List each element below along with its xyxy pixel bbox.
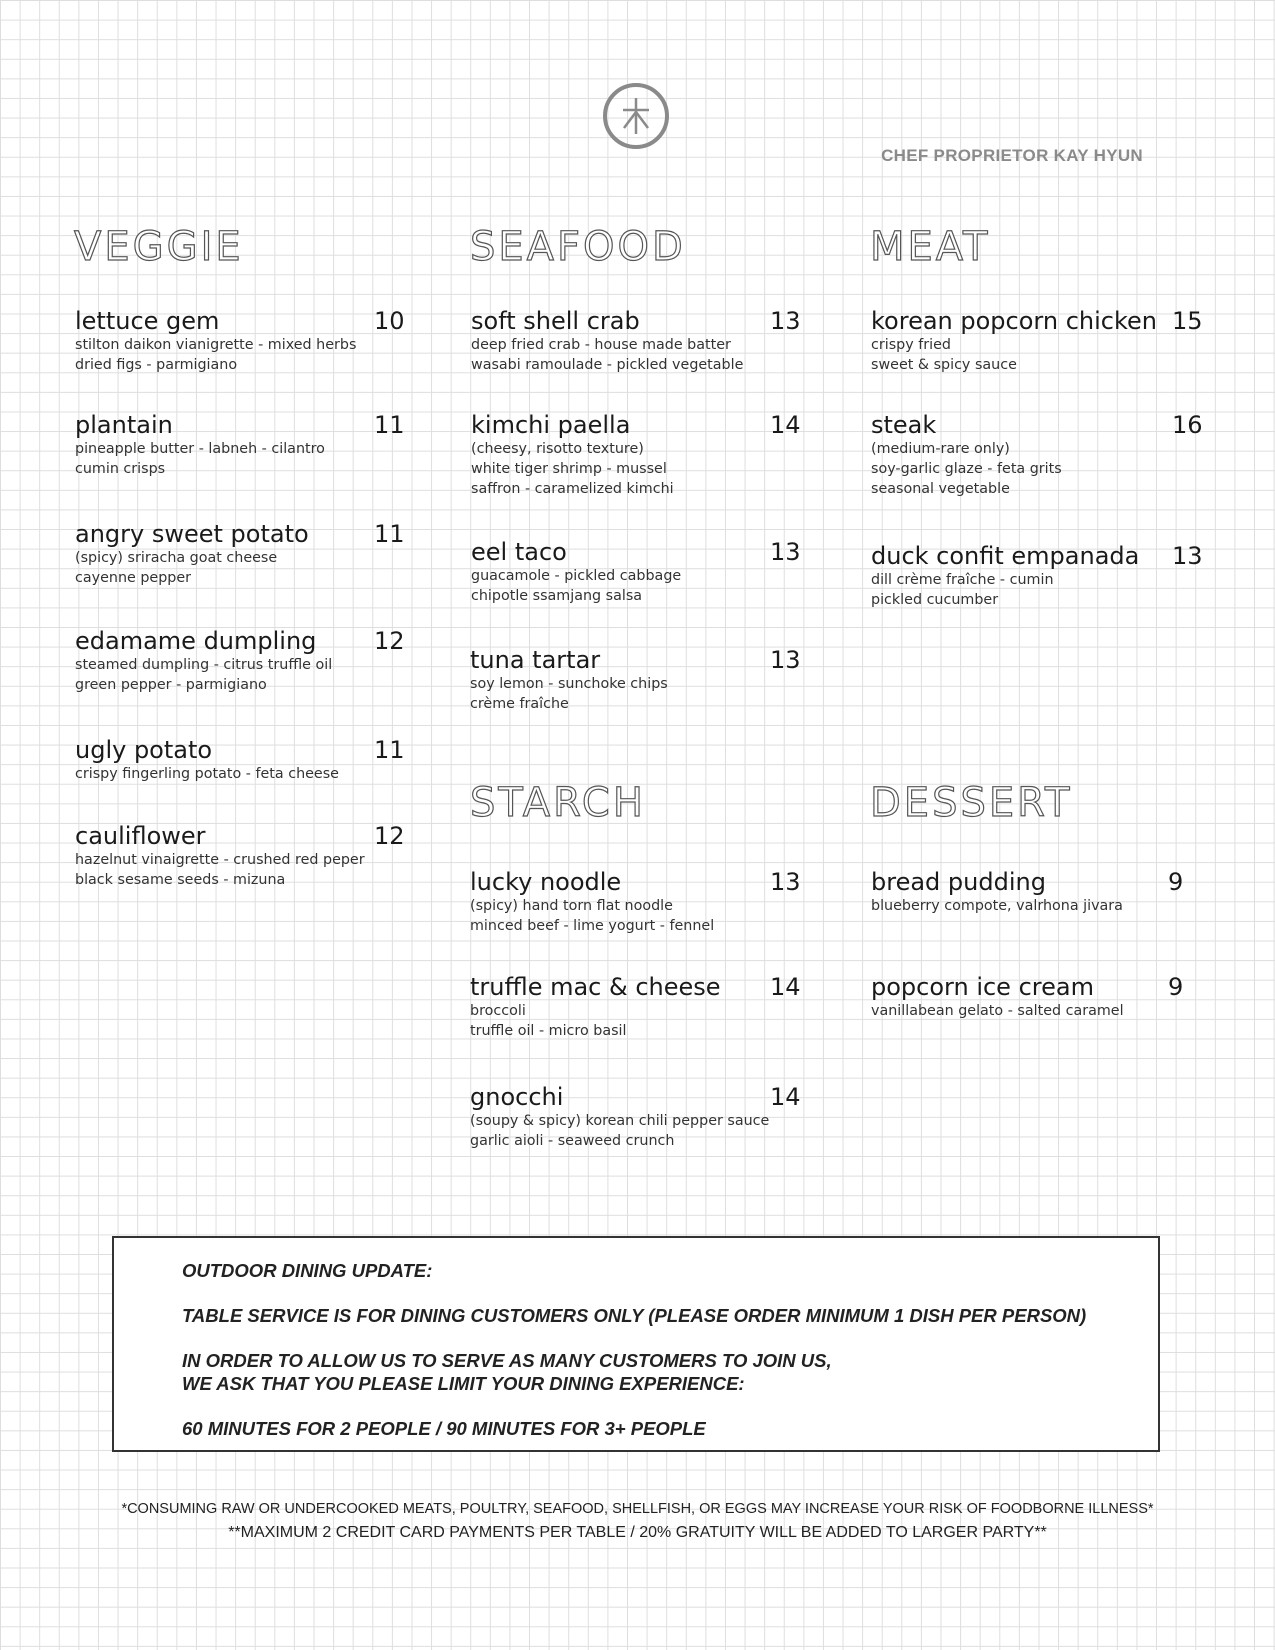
item-price: 13 (770, 868, 801, 896)
section-title-meat: MEAT (870, 224, 991, 270)
item-name: korean popcorn chicken (871, 307, 1157, 335)
menu-item-korean-popcorn-chicken (871, 307, 1201, 375)
item-price: 13 (770, 646, 801, 674)
item-price: 13 (770, 307, 801, 335)
item-desc: (soupy & spicy) korean chili pepper sauce (470, 1113, 770, 1129)
item-desc: cayenne pepper (75, 570, 192, 586)
item-desc: (cheesy, risotto texture) (471, 441, 644, 457)
menu-item-eel-taco (471, 538, 801, 606)
item-price: 10 (374, 307, 405, 335)
item-desc: broccoli (470, 1003, 526, 1019)
item-desc: black sesame seeds - mizuna (75, 872, 286, 888)
item-price: 11 (374, 736, 405, 764)
item-name: plantain (75, 411, 173, 439)
item-price: 16 (1172, 411, 1203, 439)
item-desc: crispy fried (871, 337, 951, 353)
item-desc: crispy fingerling potato - feta cheese (75, 766, 339, 782)
item-desc: vanillabean gelato - salted caramel (871, 1003, 1124, 1019)
section-title-dessert: DESSERT (870, 780, 1073, 826)
item-name: angry sweet potato (75, 520, 309, 548)
menu-item-truffle-mac-cheese (470, 973, 800, 1041)
menu-item-cauliflower (75, 822, 405, 890)
item-price: 9 (1168, 973, 1184, 1001)
menu-item-kimchi-paella (471, 411, 801, 499)
item-desc: chipotle ssamjang salsa (471, 588, 643, 604)
item-name: soft shell crab (471, 307, 640, 335)
item-desc: minced beef - lime yogurt - fennel (470, 918, 715, 934)
item-name: eel taco (471, 538, 567, 566)
item-desc: deep fried crab - house made batter (471, 337, 731, 353)
item-name: gnocchi (470, 1083, 564, 1111)
item-desc: (spicy) hand torn flat noodle (470, 898, 673, 914)
item-name: bread pudding (871, 868, 1046, 896)
item-desc: blueberry compote, valrhona jivara (871, 898, 1123, 914)
item-desc: stilton daikon vianigrette - mixed herbs (75, 337, 357, 353)
item-price: 15 (1172, 307, 1203, 335)
item-name: kimchi paella (471, 411, 631, 439)
item-desc: green pepper - parmigiano (75, 677, 267, 693)
menu-item-lettuce-gem (75, 307, 405, 375)
menu-item-gnocchi (470, 1083, 800, 1151)
menu-item-angry-sweet-potato (75, 520, 405, 588)
food-safety-disclaimer: *CONSUMING RAW OR UNDERCOOKED MEATS, POULTRY, SEAFOOD, SHELLFISH, OR EGGS MAY INCREASE YOUR RISK OF FOODBORNE ILLNESS* (121, 1501, 1154, 1517)
item-desc: sweet & spicy sauce (871, 357, 1017, 373)
menu-item-soft-shell-crab (471, 307, 801, 375)
item-name: tuna tartar (470, 646, 601, 674)
payment-policy: **MAXIMUM 2 CREDIT CARD PAYMENTS PER TABLE / 20% GRATUITY WILL BE ADDED TO LARGER PARTY** (228, 1524, 1047, 1541)
item-name: steak (871, 411, 937, 439)
item-price: 11 (374, 520, 405, 548)
item-desc: wasabi ramoulade - pickled vegetable (471, 357, 744, 373)
menu-item-lucky-noodle (470, 868, 800, 936)
item-desc: soy-garlic glaze - feta grits (871, 461, 1062, 477)
item-desc: dried figs - parmigiano (75, 357, 238, 373)
item-price: 14 (770, 973, 801, 1001)
notice-line: TABLE SERVICE IS FOR DINING CUSTOMERS ONLY (PLEASE ORDER MINIMUM 1 DISH PER PERSON) (182, 1305, 1087, 1326)
item-desc: white tiger shrimp - mussel (471, 461, 667, 477)
item-price: 11 (374, 411, 405, 439)
chef-name: CHEF PROPRIETOR KAY HYUN (881, 146, 1143, 165)
menu-item-ugly-potato (75, 736, 405, 784)
item-desc: cumin crisps (75, 461, 166, 477)
item-price: 14 (770, 1083, 801, 1111)
item-desc: pineapple butter - labneh - cilantro (75, 441, 325, 457)
item-desc: saffron - caramelized kimchi (471, 481, 674, 497)
menu-item-edamame-dumpling (75, 627, 405, 695)
item-desc: steamed dumpling - citrus truffle oil (75, 657, 333, 673)
notice-line: 60 MINUTES FOR 2 PEOPLE / 90 MINUTES FOR 3+ PEOPLE (182, 1418, 706, 1439)
section-title-seafood: SEAFOOD (470, 224, 686, 270)
item-name: edamame dumpling (75, 627, 317, 655)
item-name: duck confit empanada (871, 542, 1140, 570)
item-name: cauliflower (75, 822, 206, 850)
item-name: truffle mac & cheese (470, 973, 721, 1001)
menu-item-duck-confit-empanada (871, 542, 1201, 610)
item-desc: crème fraîche (470, 696, 569, 712)
item-price: 12 (374, 822, 405, 850)
item-desc: guacamole - pickled cabbage (471, 568, 682, 584)
menu-item-popcorn-ice-cream (871, 973, 1201, 1021)
item-price: 9 (1168, 868, 1184, 896)
item-desc: hazelnut vinaigrette - crushed red peper (75, 852, 365, 868)
item-name: ugly potato (75, 736, 213, 764)
item-desc: (spicy) sriracha goat cheese (75, 550, 278, 566)
item-desc: soy lemon - sunchoke chips (470, 676, 668, 692)
section-title-starch: STARCH (470, 780, 646, 826)
item-desc: (medium-rare only) (871, 441, 1010, 457)
item-desc: garlic aioli - seaweed crunch (470, 1133, 675, 1149)
item-desc: dill crème fraîche - cumin (871, 572, 1054, 588)
item-price: 13 (770, 538, 801, 566)
notice-line: WE ASK THAT YOU PLEASE LIMIT YOUR DINING EXPERIENCE: (182, 1373, 745, 1394)
notice-line: IN ORDER TO ALLOW US TO SERVE AS MANY CUSTOMERS TO JOIN US, (182, 1350, 832, 1371)
circle-tree-logo-icon (602, 82, 670, 150)
outdoor-dining-notice (112, 1236, 1160, 1452)
notice-heading: OUTDOOR DINING UPDATE: (182, 1260, 433, 1281)
item-name: lucky noodle (470, 868, 622, 896)
item-desc: pickled cucumber (871, 592, 999, 608)
item-price: 14 (770, 411, 801, 439)
item-desc: truffle oil - micro basil (470, 1023, 627, 1039)
menu-item-tuna-tartar (470, 646, 800, 714)
item-price: 12 (374, 627, 405, 655)
menu-item-plantain (75, 411, 405, 479)
item-name: popcorn ice cream (871, 973, 1094, 1001)
section-title-veggie: VEGGIE (74, 224, 244, 270)
menu-item-steak (871, 411, 1201, 499)
item-desc: seasonal vegetable (871, 481, 1010, 497)
item-price: 13 (1172, 542, 1203, 570)
item-name: lettuce gem (75, 307, 220, 335)
menu-item-bread-pudding (871, 868, 1201, 916)
